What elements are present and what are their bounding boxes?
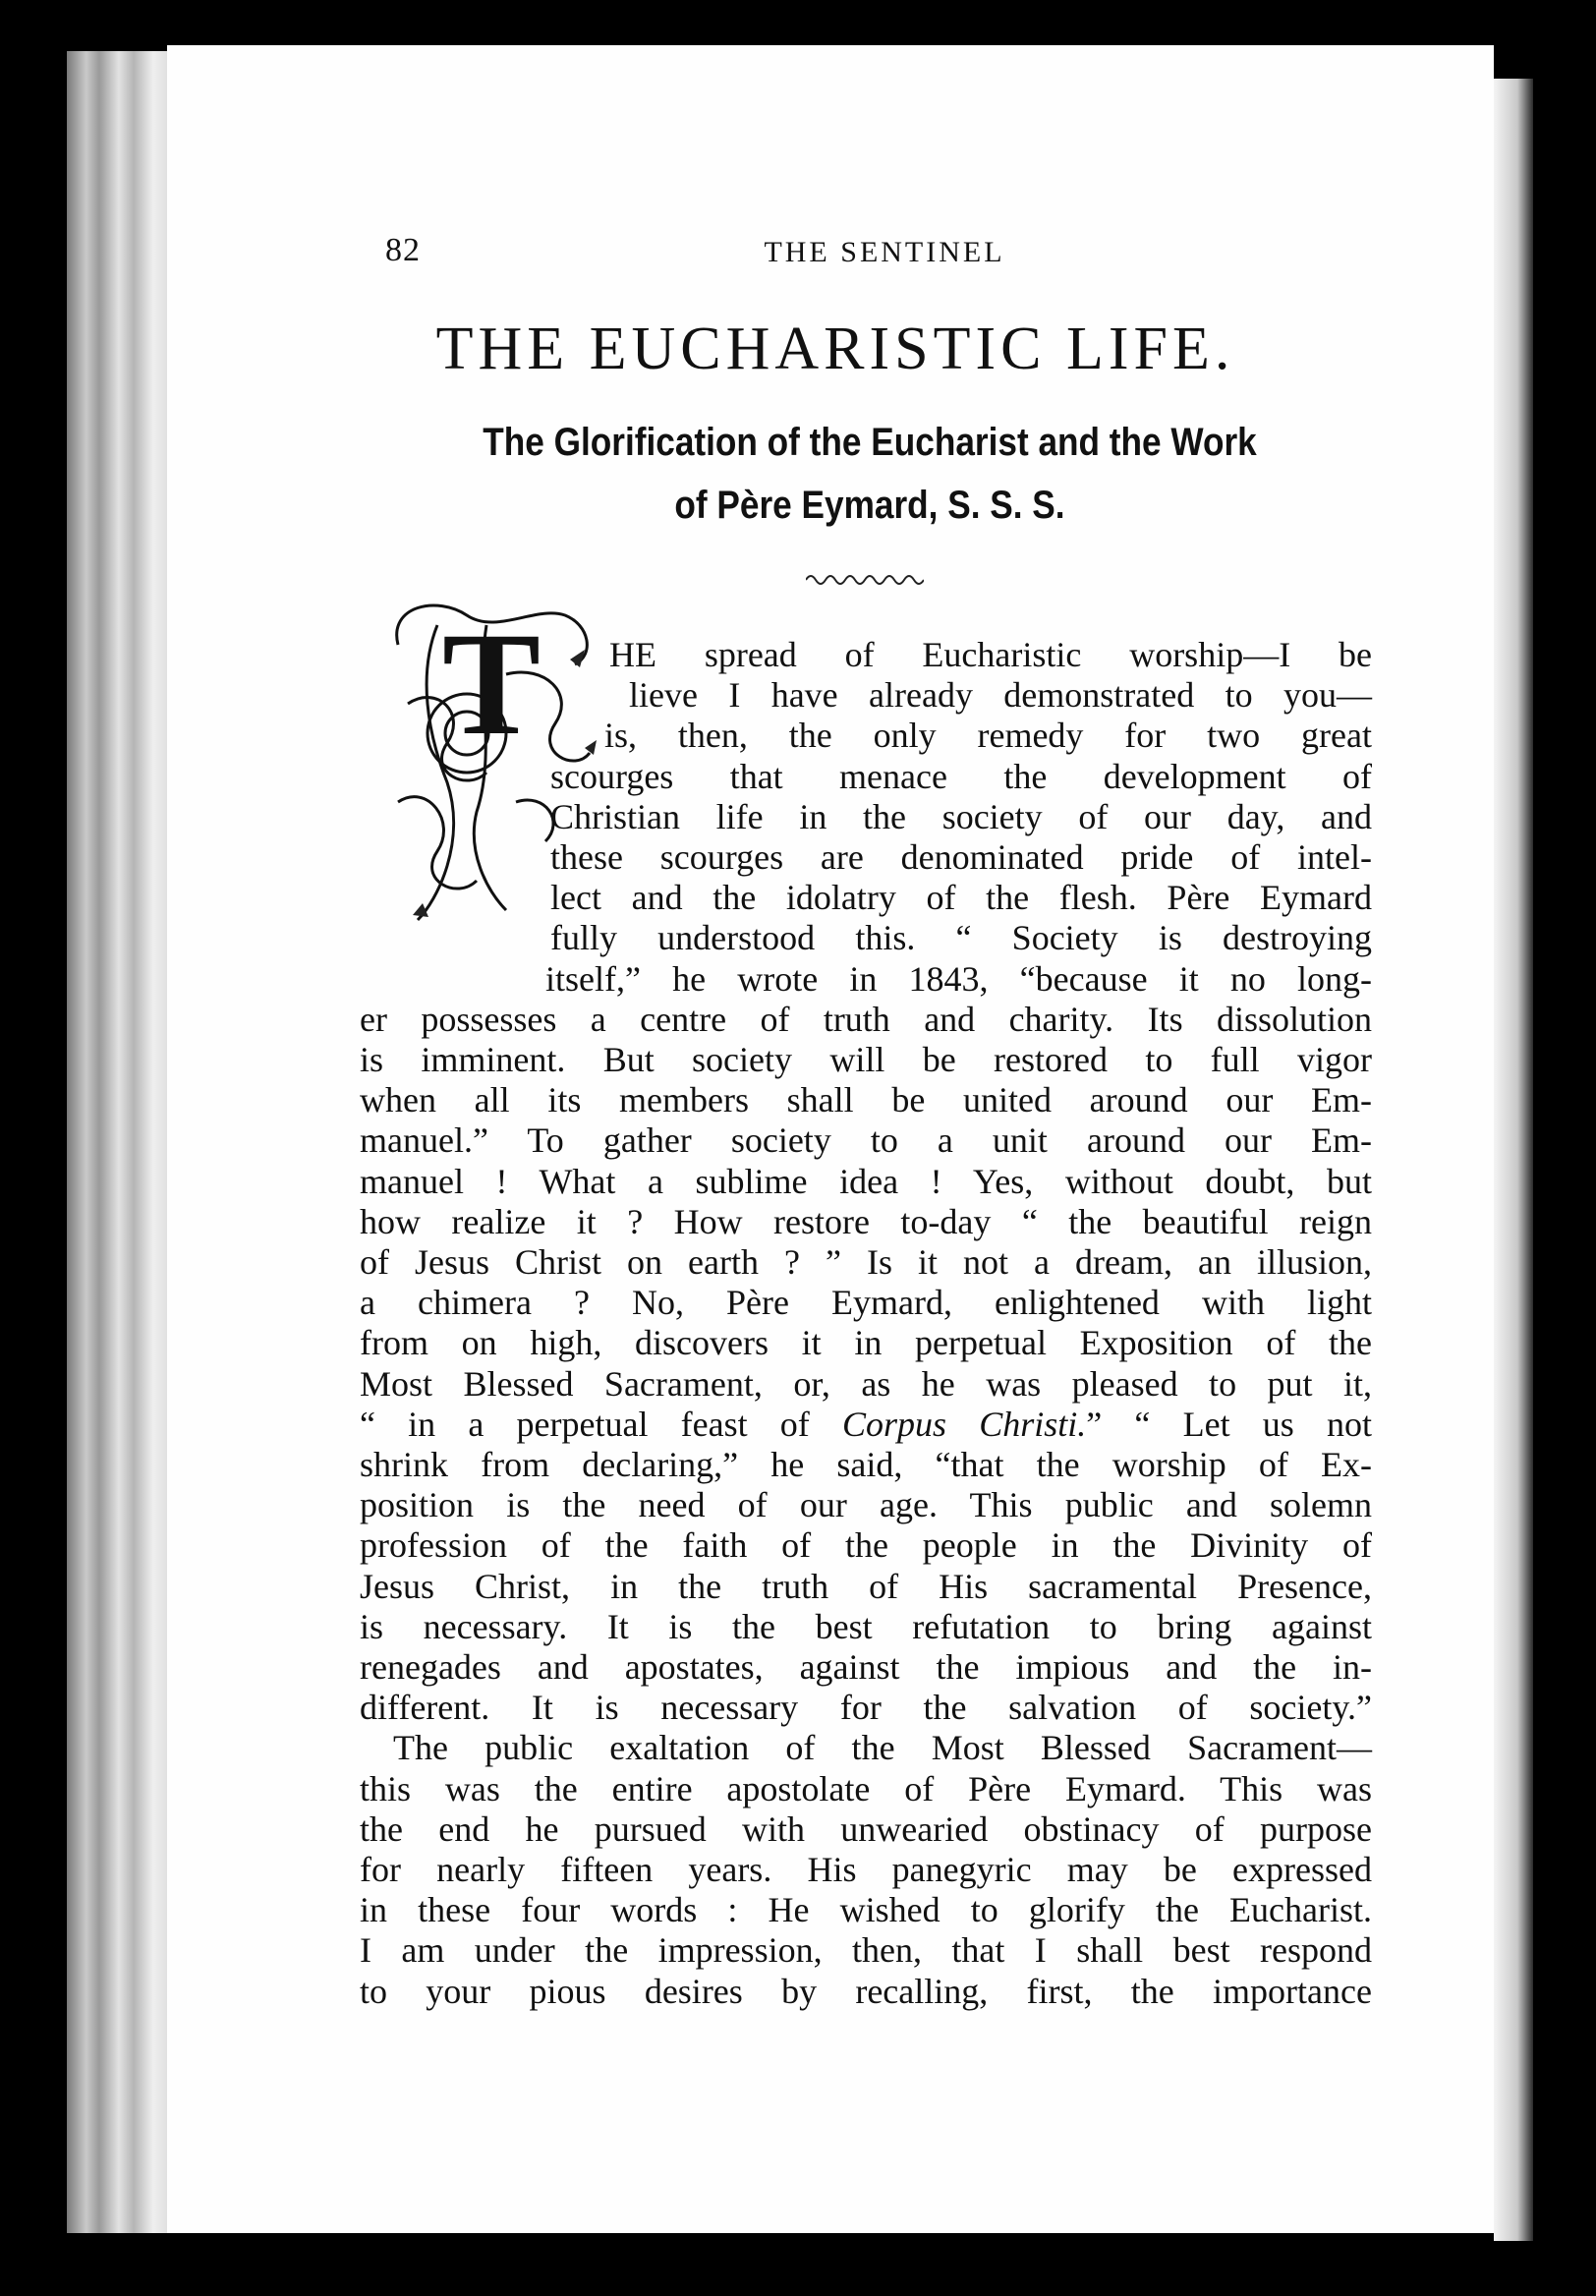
- body-line: lect and the idolatry of the flesh. Père Eymard: [550, 878, 1372, 918]
- page-number: 82: [385, 232, 421, 268]
- body-line: in these four words : He wished to glorify the Eucharist.: [360, 1890, 1372, 1930]
- body-line: from on high, discovers it in perpetual Exposition of the: [360, 1323, 1372, 1363]
- body-line: to your pious desires by recalling, first, the importance: [360, 1971, 1372, 2011]
- body-line: shrink from declaring,” he said, “that the worship of Ex-: [360, 1445, 1372, 1484]
- body-line: Jesus Christ, in the truth of His sacramental Presence,: [360, 1566, 1372, 1606]
- body-line: this was the entire apostolate of Père Eymard. This was: [360, 1768, 1372, 1808]
- body-line: a chimera ? No, Père Eymard, enlightened with light: [360, 1283, 1372, 1323]
- body-line: is imminent. But society will be restored to full vigor: [360, 1040, 1372, 1079]
- body-line: manuel ! What a sublime idea ! Yes, without doubt, but: [360, 1161, 1372, 1201]
- body-line: is necessary. It is the best refutation to bring against: [360, 1606, 1372, 1646]
- body-line: these scourges are denominated pride of intel-: [550, 837, 1372, 877]
- body-line: for nearly fifteen years. His panegyric may be expressed: [360, 1850, 1372, 1889]
- body-line: Christian life in the society of our day, and: [550, 796, 1372, 836]
- body-line: itself,” he wrote in 1843, “because it no long-: [545, 958, 1372, 999]
- body-line: “ in a perpetual feast of Corpus Christi.” “ Let us not: [360, 1404, 1372, 1444]
- running-head: THE SENTINEL: [764, 236, 1005, 268]
- book-binding: [67, 51, 175, 2233]
- article-subtitle: [416, 411, 1324, 537]
- body-line: the end he pursued with unwearied obstinacy of purpose: [360, 1808, 1372, 1849]
- body-line: HE spread of Eucharistic worship—I be: [609, 635, 1372, 674]
- body-line: er possesses a centre of truth and charity. Its dissolution: [360, 999, 1372, 1039]
- body-line: scourges that menace the development of: [550, 756, 1372, 796]
- title-ornament: [806, 568, 924, 588]
- body-line: manuel.” To gather society to a unit around our Em-: [360, 1120, 1372, 1161]
- body-line: The public exaltation of the Most Blessed Sacrament—: [393, 1728, 1372, 1768]
- subtitle-line-2: of Père Eymard, S. S. S.: [674, 484, 1065, 527]
- subtitle-line-1: The Glorification of the Eucharist and the Work: [483, 421, 1257, 464]
- body-line: fully understood this. “ Society is destroying: [550, 918, 1372, 958]
- body-line: I am under the impression, then, that I shall best respond: [360, 1930, 1372, 1971]
- body-line: renegades and apostates, against the impious and the in-: [360, 1647, 1372, 1687]
- body-line: how realize it ? How restore to-day “ the beautiful reign: [360, 1201, 1372, 1241]
- body-line: profession of the faith of the people in the Divinity of: [360, 1525, 1372, 1566]
- body-line: lieve I have already demonstrated to you—: [629, 675, 1372, 716]
- facing-page-edge: [1494, 79, 1533, 2241]
- body-line: is, then, the only remedy for two great: [604, 716, 1372, 756]
- body-line: of Jesus Christ on earth ? ” Is it not a dream, an illusion,: [360, 1242, 1372, 1282]
- drop-cap: T: [442, 603, 542, 766]
- body-line: Most Blessed Sacrament, or, as he was pleased to put it,: [360, 1363, 1372, 1404]
- body-line: different. It is necessary for the salvation of society.”: [360, 1688, 1372, 1728]
- body-line: when all its members shall be united around our Em-: [360, 1080, 1372, 1120]
- body-line: position is the need of our age. This public and solemn: [360, 1485, 1372, 1525]
- article-title: THE EUCHARISTIC LIFE.: [435, 316, 1235, 382]
